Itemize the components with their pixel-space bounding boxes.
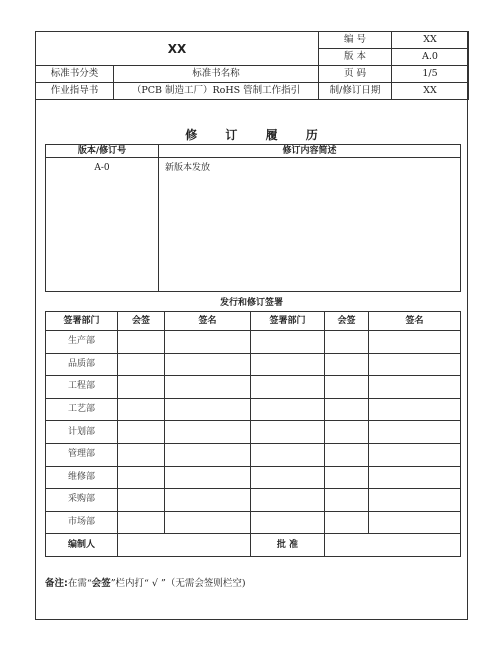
header-table <box>35 31 469 100</box>
approve-value[interactable] <box>325 534 461 557</box>
dept-cell-2[interactable] <box>251 511 325 534</box>
standard-name-label: 标准书名称 <box>114 66 319 83</box>
table-row <box>46 466 461 489</box>
cosign-cell[interactable] <box>118 511 165 534</box>
sign-cell-2[interactable] <box>369 421 461 444</box>
table-row <box>46 421 461 444</box>
cosign-cell-2[interactable] <box>325 489 369 512</box>
dept-cell-2[interactable] <box>251 466 325 489</box>
dept-cell-2[interactable] <box>251 353 325 376</box>
page-value: 1/5 <box>392 66 469 83</box>
revision-history-title: 修 订 履 历 <box>185 128 330 142</box>
sign-cell[interactable] <box>165 331 251 354</box>
sign-cell[interactable] <box>165 443 251 466</box>
doc-number-label: 编 号 <box>319 32 392 49</box>
dept-cell: 工程部 <box>46 376 118 399</box>
dept-header-2: 签署部门 <box>251 312 325 331</box>
sign-cell-2[interactable] <box>369 511 461 534</box>
table-row <box>46 489 461 512</box>
cosign-cell-2[interactable] <box>325 376 369 399</box>
cosign-cell[interactable] <box>118 443 165 466</box>
standard-name-value: （PCB 制造工厂）RoHS 管制工作指引 <box>114 83 319 100</box>
sign-header: 签名 <box>165 312 251 331</box>
revision-version-header: 版本/修订号 <box>46 145 159 158</box>
dept-cell-2[interactable] <box>251 331 325 354</box>
signoff-title: 发行和修订签署 <box>219 298 283 308</box>
table-row <box>46 376 461 399</box>
sign-cell-2[interactable] <box>369 353 461 376</box>
cosign-header: 会签 <box>118 312 165 331</box>
document-page <box>35 31 468 620</box>
date-label: 制/修订日期 <box>319 83 392 100</box>
page-label: 页 码 <box>319 66 392 83</box>
doc-number-value: XX <box>392 32 469 49</box>
cosign-cell[interactable] <box>118 421 165 444</box>
sign-cell-2[interactable] <box>369 398 461 421</box>
table-row <box>46 443 461 466</box>
sign-header-2: 签名 <box>369 312 461 331</box>
note-label: 备注: <box>45 578 68 589</box>
cosign-cell[interactable] <box>118 466 165 489</box>
cosign-cell[interactable] <box>118 489 165 512</box>
dept-cell: 工艺部 <box>46 398 118 421</box>
cosign-header-2: 会签 <box>325 312 369 331</box>
preparer-value[interactable] <box>118 534 251 557</box>
dept-cell: 维修部 <box>46 466 118 489</box>
dept-cell: 品质部 <box>46 353 118 376</box>
cosign-cell[interactable] <box>118 331 165 354</box>
cosign-cell[interactable] <box>118 398 165 421</box>
revision-table <box>45 144 461 292</box>
dept-cell: 采购部 <box>46 489 118 512</box>
revision-desc-header: 修订内容简述 <box>159 145 461 158</box>
cosign-cell-2[interactable] <box>325 398 369 421</box>
dept-cell-2[interactable] <box>251 376 325 399</box>
dept-header: 签署部门 <box>46 312 118 331</box>
cosign-cell-2[interactable] <box>325 353 369 376</box>
sign-cell[interactable] <box>165 511 251 534</box>
table-row <box>46 353 461 376</box>
document-title: XX <box>36 32 319 66</box>
dept-cell: 市场部 <box>46 511 118 534</box>
category-label: 标准书分类 <box>36 66 114 83</box>
revision-desc-cell: 新版本发放 <box>159 158 461 292</box>
sign-cell-2[interactable] <box>369 443 461 466</box>
cosign-cell-2[interactable] <box>325 421 369 444</box>
sign-cell[interactable] <box>165 398 251 421</box>
table-row <box>46 511 461 534</box>
dept-cell-2[interactable] <box>251 489 325 512</box>
note-text-1: 在需“ <box>67 578 92 589</box>
sign-cell[interactable] <box>165 466 251 489</box>
note-bold: 会签 <box>91 578 111 589</box>
dept-cell: 计划部 <box>46 421 118 444</box>
preparer-label: 编制人 <box>46 534 118 557</box>
signoff-table <box>45 311 461 557</box>
sign-cell-2[interactable] <box>369 489 461 512</box>
dept-cell-2[interactable] <box>251 443 325 466</box>
sign-cell-2[interactable] <box>369 331 461 354</box>
revision-version-cell: A-0 <box>46 158 159 292</box>
category-value: 作业指导书 <box>36 83 114 100</box>
cosign-cell[interactable] <box>118 376 165 399</box>
sign-cell[interactable] <box>165 353 251 376</box>
sign-cell-2[interactable] <box>369 466 461 489</box>
dept-cell-2[interactable] <box>251 421 325 444</box>
dept-cell-2[interactable] <box>251 398 325 421</box>
table-row <box>46 331 461 354</box>
version-value: A.0 <box>392 49 469 66</box>
date-value: XX <box>392 83 469 100</box>
note <box>45 575 246 589</box>
sign-cell[interactable] <box>165 489 251 512</box>
sign-cell[interactable] <box>165 376 251 399</box>
cosign-cell-2[interactable] <box>325 511 369 534</box>
table-row <box>46 398 461 421</box>
sign-cell-2[interactable] <box>369 376 461 399</box>
note-text-2: ”栏内打“ √ ”（无需会签则栏空) <box>110 578 246 589</box>
cosign-cell-2[interactable] <box>325 466 369 489</box>
cosign-cell[interactable] <box>118 353 165 376</box>
sign-cell[interactable] <box>165 421 251 444</box>
dept-cell: 生产部 <box>46 331 118 354</box>
approve-label: 批 准 <box>251 534 325 557</box>
cosign-cell-2[interactable] <box>325 443 369 466</box>
dept-cell: 管理部 <box>46 443 118 466</box>
version-label: 版 本 <box>319 49 392 66</box>
cosign-cell-2[interactable] <box>325 331 369 354</box>
